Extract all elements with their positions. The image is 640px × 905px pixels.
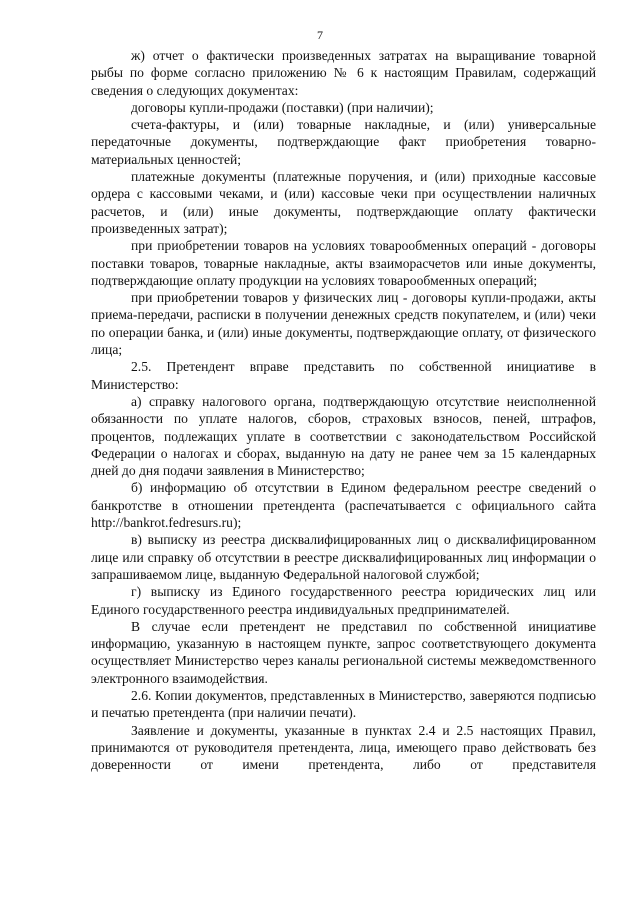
paragraph-v-disqualified-registry: в) выписку из реестра дисквалифицированных лиц о дисквалифицированном лице или справку об отсутствии в реестре дисквалифицированных лиц информации о запрашиваемом лице, выданную Федеральной налоговой службой; [91,532,596,582]
paragraph-barter-operations: при приобретении товаров на условиях товарообменных операций - договоры поставки товаров, товарные накладные, акты взаиморасчетов или иные документы, подтверждающие оплату продукции на условиях товарообменных операций; [91,238,596,288]
paragraph-2-6: 2.6. Копии документов, представленных в Министерство, заверяются подписью и печатью претендента (при наличии печати). [91,687,596,721]
paragraph-application-acceptance: Заявление и документы, указанные в пунктах 2.4 и 2.5 настоящих Правил, принимаются от руководителя претендента, лица, имеющего право действовать без доверенности от имени претендента, либо от представителя [91,722,596,773]
paragraph-interagency-request: В случае если претендент не представил по собственной инициативе информацию, указанную в настоящем пункте, запрос соответствующего документа осуществляет Министерство через каналы региональной системы межведомственного электронного взаимодействия. [91,618,596,686]
paragraph-g-state-registry: г) выписку из Единого государственного реестра юридических лиц или Единого государственного реестра индивидуальных предпринимателей. [91,584,596,617]
paragraph-b-bankruptcy-info: б) информацию об отсутствии в Едином федеральном реестре сведений о банкротстве в отношении претендента (распечатывается с официального сайта http://bankrot.fedresurs.ru); [91,480,596,531]
page-number: 7 [317,28,323,42]
paragraph-individuals-purchase: при приобретении товаров у физических лиц - договоры купли-продажи, акты приема-передачи, расписки в получении денежных средств покупателем, и (или) чеки по операции банка, и (или) иные документы, подтверждающие оплату, от физического лица; [91,290,596,358]
paragraph-payment-documents: платежные документы (платежные поручения, и (или) приходные кассовые ордера с кассовыми чеками, и (или) кассовые чеки при осуществлении наличных расчетов, и (или) иные документы, подтверждающие оплату фактически произведенных затрат); [91,169,596,236]
paragraph-2-5: 2.5. Претендент вправе представить по собственной инициативе в Министерство: [91,359,596,392]
paragraph-contracts: договоры купли-продажи (поставки) (при наличии); [131,99,434,115]
paragraph-invoices: счета-фактуры, и (или) товарные накладные, и (или) универсальные передаточные документы, подтверждающие факт приобретения товарно-материальных ценностей; [91,117,596,167]
paragraph-zh-report: ж) отчет о фактически произведенных затратах на выращивание товарной рыбы по форме согласно приложению № 6 к настоящим Правилам, содержащий сведения о следующих документах: [91,48,596,98]
paragraph-a-tax-certificate: а) справку налогового органа, подтверждающую отсутствие неисполненной обязанности по уплате налогов, сборов, страховых взносов, пеней, штрафов, процентов, подлежащих уплате в соответствии с законодательством Российской Федерации о налогах и сборах, выданную на дату не ранее чем за 15 календарных дней до дня подачи заявления в Министерство; [91,393,596,479]
document-body [91,47,596,773]
